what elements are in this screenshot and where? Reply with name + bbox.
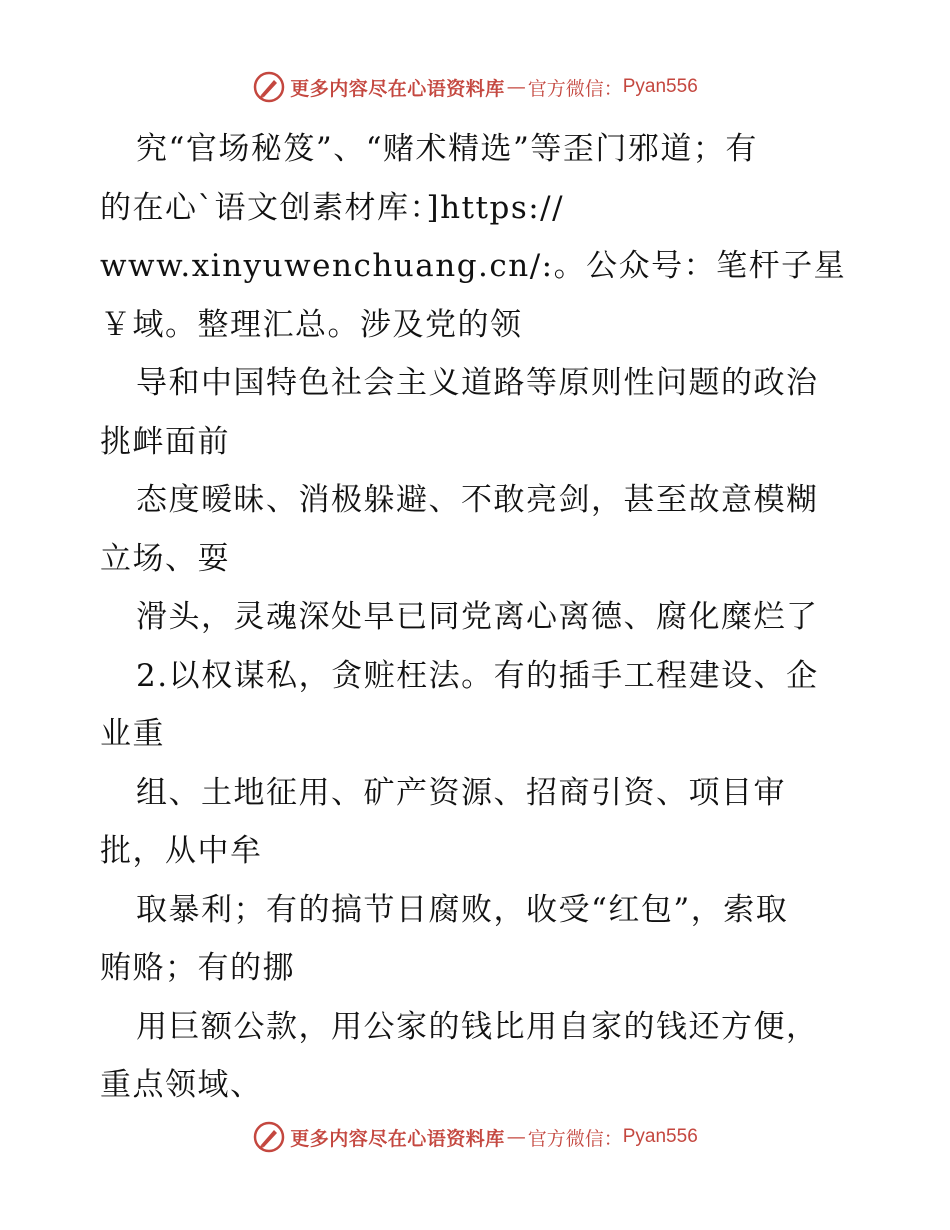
document-body (100, 120, 890, 1115)
text-line: 态度暧昧、消极躲避、不敢亮剑，甚至故意模糊 (136, 482, 819, 518)
text-line: 的在心`语文创素材库：]https:// (100, 189, 565, 226)
watermark-main-text: 更多内容尽在心语资料库 (290, 1127, 505, 1150)
text-line: www.xinyuwenchuang.cn/:。公众号：笔杆子星 (100, 248, 847, 284)
text-line: 批，从中牟 (100, 833, 263, 869)
text-line: 组、土地征用、矿产资源、招商引资、项目审 (136, 774, 786, 811)
text-line: 业重 (100, 716, 165, 752)
header-watermark (0, 70, 950, 104)
watermark-dash: — (506, 76, 526, 98)
text-line: ￥域。整理汇总。涉及党的领 (100, 306, 523, 343)
text-line: 滑头，灵魂深处早已同党离心离德、腐化糜烂了 (136, 599, 819, 635)
footer-watermark (0, 1120, 950, 1154)
pen-logo-icon (252, 70, 286, 104)
text-line: 立场、耍 (100, 540, 230, 577)
text-line: 重点领域、 (100, 1067, 263, 1103)
text-line: 用巨额公款，用公家的钱比用自家的钱还方便， (136, 1008, 819, 1045)
text-line: 导和中国特色社会主义道路等原则性问题的政治 (136, 365, 819, 401)
text-line: 2.以权谋私，贪赃枉法。有的插手工程建设、企 (136, 657, 819, 694)
watermark-label: 官方微信： (527, 1127, 623, 1150)
text-line: 贿赂；有的挪 (100, 950, 295, 986)
text-line: 究“官场秘笈”、“赌术精选”等歪门邪道；有 (136, 131, 758, 167)
watermark-wechat-id: Pyan556 (622, 1126, 698, 1147)
text-line: 取暴利；有的搞节日腐败，收受“红包”，索取 (136, 891, 789, 928)
text-line: 挑衅面前 (100, 423, 230, 460)
pen-logo-icon (252, 1120, 286, 1154)
watermark-dash: — (506, 1126, 526, 1148)
watermark-main-text: 更多内容尽在心语资料库 (290, 77, 505, 100)
watermark-label: 官方微信： (527, 77, 623, 100)
watermark-wechat-id: Pyan556 (622, 76, 698, 97)
